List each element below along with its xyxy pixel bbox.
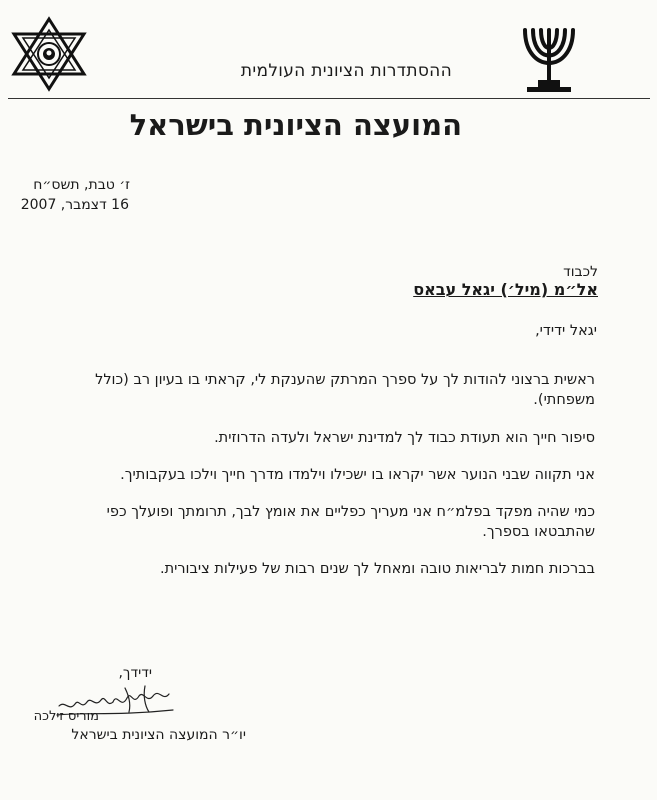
council-title: המועצה הציונית בישראל [129, 108, 462, 142]
paragraph: כמי שהיה מפקד בפלמ״ח אני מעריך כפליים את אומץ לבך, תרומתך ופועלך כפי שהתבטאו בספרך. [106, 504, 595, 540]
star-of-david-logo [8, 16, 90, 92]
header-divider [8, 98, 650, 99]
hebrew-date: ז׳ טבת, תשס״ח [33, 177, 130, 193]
recipient-label: לכבוד [563, 264, 598, 280]
greeting: יגאל ידידי, [535, 323, 597, 339]
paragraph: אני תקווה שבני הנוער אשר יקראו בו ישכילו וילמדו מדרך חייך וילכו בעקבותיך. [120, 467, 595, 483]
menorah-logo [518, 24, 580, 94]
paragraph: בברכות חמות לבריאות טובה ומאחל לך שנים רבות של פעילות ציבורית. [159, 561, 595, 577]
gregorian-date: 16 דצמבר, 2007 [20, 197, 129, 213]
signer-name: מוריס זילכה [33, 709, 99, 724]
paragraph: סיפור חייך הוא תעודת כבוד לך למדינת ישראל ולעדה הדרוזית. [214, 430, 595, 446]
signer-title: יו״ר המועצה הציונית בישראל [71, 727, 246, 743]
closing-salutation: ידידך, [118, 665, 152, 681]
recipient-name: אל״מ (מיל׳) יגאל עבאס [413, 280, 598, 299]
paragraph: ראשית ברצוני להודות לך על ספרך המרתק שהענקת לי, קראתי בו בעיון רב (כולל משפחתי). [95, 372, 595, 408]
organization-name: ההסתדרות הציונית העולמית [240, 61, 452, 81]
